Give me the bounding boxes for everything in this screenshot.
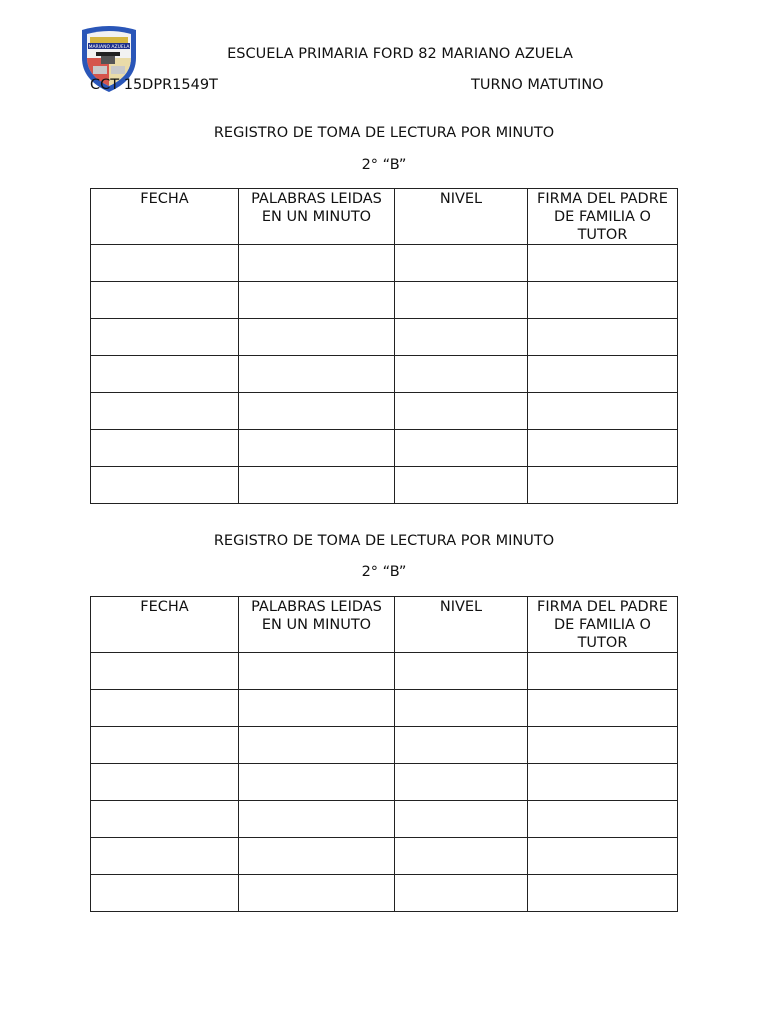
table-cell[interactable] bbox=[239, 764, 395, 801]
table-cell[interactable] bbox=[91, 245, 239, 282]
table-row bbox=[91, 764, 678, 801]
col-header-palabras: PALABRAS LEIDAS EN UN MINUTO bbox=[239, 597, 395, 653]
table-cell[interactable] bbox=[239, 838, 395, 875]
table-cell[interactable] bbox=[91, 393, 239, 430]
col-header-firma: FIRMA DEL PADRE DE FAMILIA O TUTOR bbox=[528, 597, 678, 653]
school-cct: CCT 15DPR1549T bbox=[90, 77, 218, 93]
table-cell[interactable] bbox=[91, 653, 239, 690]
table-row bbox=[91, 690, 678, 727]
logo-banner-text: MARIANO AZUELA bbox=[88, 45, 130, 50]
register-title: REGISTRO DE TOMA DE LECTURA POR MINUTO bbox=[213, 125, 555, 141]
table-cell[interactable] bbox=[395, 430, 528, 467]
table-cell[interactable] bbox=[239, 801, 395, 838]
table-cell[interactable] bbox=[239, 875, 395, 912]
table-header-row bbox=[91, 597, 678, 653]
table-cell[interactable] bbox=[395, 467, 528, 504]
col-header-fecha: FECHA bbox=[91, 189, 239, 245]
table-cell[interactable] bbox=[239, 690, 395, 727]
table-cell[interactable] bbox=[528, 356, 678, 393]
table-row bbox=[91, 838, 678, 875]
table-cell[interactable] bbox=[395, 838, 528, 875]
table-row bbox=[91, 467, 678, 504]
table-cell[interactable] bbox=[395, 393, 528, 430]
table-cell[interactable] bbox=[239, 467, 395, 504]
table-cell[interactable] bbox=[91, 319, 239, 356]
table-cell[interactable] bbox=[395, 653, 528, 690]
col-header-palabras: PALABRAS LEIDAS EN UN MINUTO bbox=[239, 189, 395, 245]
table-row bbox=[91, 282, 678, 319]
table-cell[interactable] bbox=[528, 319, 678, 356]
col-header-nivel: NIVEL bbox=[395, 597, 528, 653]
school-name: ESCUELA PRIMARIA FORD 82 MARIANO AZUELA bbox=[227, 46, 573, 62]
table-cell[interactable] bbox=[528, 727, 678, 764]
table-cell[interactable] bbox=[239, 430, 395, 467]
table-row bbox=[91, 245, 678, 282]
table-cell[interactable] bbox=[239, 282, 395, 319]
col-header-fecha: FECHA bbox=[91, 597, 239, 653]
school-shift: TURNO MATUTINO bbox=[471, 77, 604, 93]
table-row bbox=[91, 875, 678, 912]
table-cell[interactable] bbox=[395, 690, 528, 727]
table-cell[interactable] bbox=[395, 282, 528, 319]
table-cell[interactable] bbox=[239, 727, 395, 764]
table-cell[interactable] bbox=[528, 875, 678, 912]
table-cell[interactable] bbox=[528, 801, 678, 838]
table-cell[interactable] bbox=[91, 727, 239, 764]
table-cell[interactable] bbox=[528, 430, 678, 467]
table-cell[interactable] bbox=[91, 430, 239, 467]
table-cell[interactable] bbox=[239, 653, 395, 690]
grade-label: 2° “B” bbox=[361, 157, 407, 173]
table-row bbox=[91, 319, 678, 356]
table-row bbox=[91, 356, 678, 393]
col-header-nivel: NIVEL bbox=[395, 189, 528, 245]
table-cell[interactable] bbox=[239, 393, 395, 430]
table-cell[interactable] bbox=[91, 690, 239, 727]
col-header-firma: FIRMA DEL PADRE DE FAMILIA O TUTOR bbox=[528, 189, 678, 245]
table-row bbox=[91, 801, 678, 838]
table-row bbox=[91, 727, 678, 764]
grade-label: 2° “B” bbox=[361, 564, 407, 580]
table-cell[interactable] bbox=[528, 467, 678, 504]
table-cell[interactable] bbox=[528, 282, 678, 319]
table-cell[interactable] bbox=[528, 764, 678, 801]
table-cell[interactable] bbox=[91, 838, 239, 875]
table-header-row bbox=[91, 189, 678, 245]
table-row bbox=[91, 653, 678, 690]
table-cell[interactable] bbox=[395, 764, 528, 801]
table-cell[interactable] bbox=[395, 356, 528, 393]
table-cell[interactable] bbox=[528, 690, 678, 727]
table-cell[interactable] bbox=[91, 764, 239, 801]
table-cell[interactable] bbox=[239, 356, 395, 393]
reading-register-table bbox=[90, 188, 678, 504]
table-cell[interactable] bbox=[395, 319, 528, 356]
table-cell[interactable] bbox=[239, 245, 395, 282]
table-row bbox=[91, 430, 678, 467]
table-cell[interactable] bbox=[91, 801, 239, 838]
table-cell[interactable] bbox=[91, 356, 239, 393]
reading-register-table bbox=[90, 596, 678, 912]
register-title: REGISTRO DE TOMA DE LECTURA POR MINUTO bbox=[213, 533, 555, 549]
table-cell[interactable] bbox=[91, 467, 239, 504]
table-cell[interactable] bbox=[395, 727, 528, 764]
table-cell[interactable] bbox=[395, 875, 528, 912]
table-cell[interactable] bbox=[528, 838, 678, 875]
table-cell[interactable] bbox=[528, 393, 678, 430]
table-cell[interactable] bbox=[395, 245, 528, 282]
table-cell[interactable] bbox=[528, 653, 678, 690]
table-row bbox=[91, 393, 678, 430]
table-cell[interactable] bbox=[239, 319, 395, 356]
table-cell[interactable] bbox=[395, 801, 528, 838]
table-cell[interactable] bbox=[91, 282, 239, 319]
table-cell[interactable] bbox=[91, 875, 239, 912]
table-cell[interactable] bbox=[528, 245, 678, 282]
